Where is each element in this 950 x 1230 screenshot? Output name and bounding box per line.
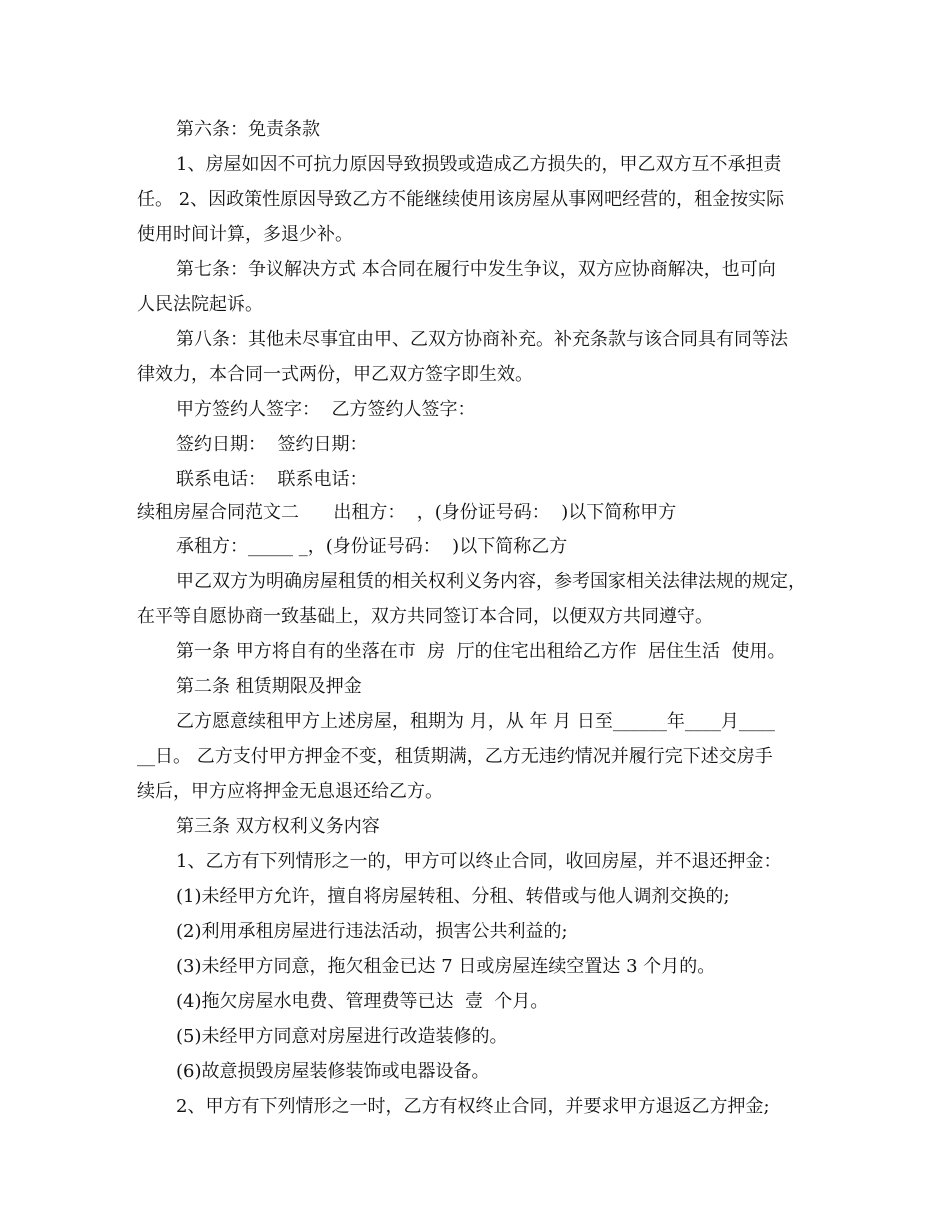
tenant-line: 承租方：_____ _，(身份证号码： )以下简称乙方 — [176, 536, 568, 557]
paragraph-line: 1、房屋如因不可抗力原因导致损毁或造成乙方损失的，甲乙双方互不承担责 — [176, 154, 782, 175]
phone-line: 联系电话： 联系电话： — [176, 469, 368, 490]
clause-line: 1、乙方有下列情形之一的，甲方可以终止合同，收回房屋，并不退还押金： — [176, 851, 782, 872]
section-7-heading: 第七条：争议解决方式 本合同在履行中发生争议，双方应协商解决，也可向 — [176, 259, 776, 280]
article-1-line: 第一条 甲方将自有的坐落在市 房 厅的住宅出租给乙方作 居住生活 使用。 — [176, 641, 786, 662]
list-item: (6)故意损毁房屋装修装饰或电器设备。 — [176, 1061, 490, 1082]
paragraph-line: 人民法院起诉。 — [137, 294, 263, 315]
article-2-heading: 第二条 租赁期限及押金 — [176, 676, 362, 697]
section-8-heading: 第八条：其他未尽事宜由甲、乙双方协商补充。补充条款与该合同具有同等法 — [176, 329, 788, 350]
paragraph-line: 使用时间计算，多退少补。 — [137, 224, 353, 245]
clause-line: 2、甲方有下列情形之一时，乙方有权终止合同，并要求甲方退返乙方押金; — [176, 1096, 770, 1117]
paragraph-line: 续后，甲方应将押金无息退还给乙方。 — [137, 781, 443, 802]
list-item: (5)未经甲方同意对房屋进行改造装修的。 — [176, 1026, 508, 1047]
section-6-heading: 第六条：免责条款 — [176, 119, 320, 140]
list-item: (4)拖欠房屋水电费、管理费等已达 壹 个月。 — [176, 991, 549, 1012]
paragraph-line: 在平等自愿协商一致基础上，双方共同签订本合同，以便双方共同遵守。 — [137, 606, 713, 627]
paragraph-line: 任。 2、因政策性原因导致乙方不能继续使用该房屋从事网吧经营的，租金按实际 — [137, 189, 785, 210]
list-item: (2)利用承租房屋进行违法活动，损害公共利益的; — [176, 921, 568, 942]
paragraph-line: 乙方愿意续租甲方上述房屋，租期为 月，从 年 月 日至______年____月____ — [176, 711, 775, 732]
article-3-heading: 第三条 双方权利义务内容 — [176, 816, 380, 837]
paragraph-line: __日。 乙方支付甲方押金不变，租赁期满，乙方无违约情况并履行完下述交房手 — [137, 746, 773, 767]
paragraph-line: 甲乙双方为明确房屋租赁的相关权利义务内容，参考国家相关法律法规的规定， — [176, 571, 806, 592]
signature-line: 甲方签约人签字： 乙方签约人签字： — [176, 399, 476, 420]
date-line: 签约日期： 签约日期： — [176, 434, 368, 455]
list-item: (3)未经甲方同意，拖欠租金已达 7 日或房屋连续空置达 3 个月的。 — [176, 956, 716, 977]
list-item: (1)未经甲方允许，擅自将房屋转租、分租、转借或与他人调剂交换的; — [176, 886, 730, 907]
second-contract-title-line: 续租房屋合同范文二 出租方： ，(身份证号码： )以下简称甲方 — [137, 502, 677, 523]
paragraph-line: 律效力，本合同一式两份，甲乙双方签字即生效。 — [137, 364, 533, 385]
